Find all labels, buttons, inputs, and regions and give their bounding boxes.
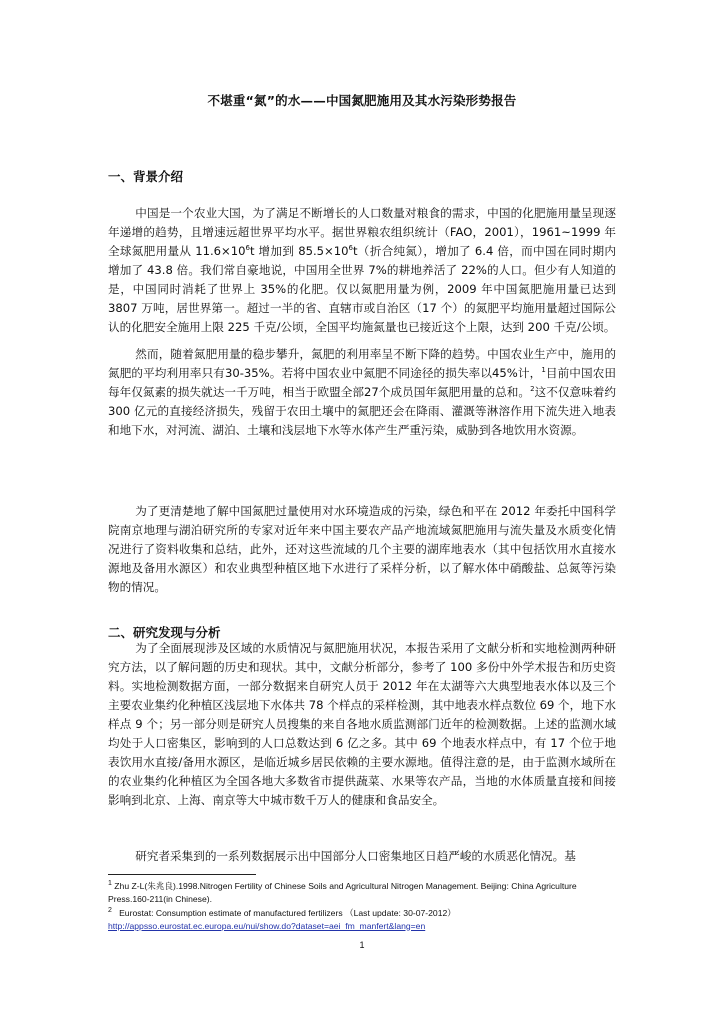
page-title: 不堪重“氮”的水——中国氮肥施用及其水污染形势报告 xyxy=(207,93,517,108)
paragraph-findings-2: 研究者采集到的一系列数据展示出中国部分人口密集地区日趋严峻的水质恶化情况。基 xyxy=(135,849,576,863)
paragraph-text: 中国是一个农业大国，为了满足不断增长的人口数量对粮食的需求，中国的化肥施用量呈现逐年递增的趋势，且增速远超世界平均水平。据世界粮农组织统计（FAO，2001），1961~1999 年全球氮肥用量从 11.6×10 xyxy=(108,206,616,258)
footnote-text: Zhu Z-L(朱兆良).1998.Nitrogen Fertility of Chinese Soils and Agricultural Nitrogen Management. Beijing: China Agriculture Press.160-211(in Chinese). xyxy=(108,881,577,904)
footnote-ref-1[interactable]: 1 xyxy=(541,366,546,375)
paragraph-background-3: 为了更清楚地了解中国氮肥过量使用对水环境造成的污染，绿色和平在 2012 年委托中国科学院南京地理与湖泊研究所的专家对近年来中国主要农产品产地流域氮肥施用与流失量及水质变化情况进行了资料收集和总结，此外，还对这些流域的几个主要的湖库地表水（其中包括饮用水直接水源地及备用水源区）和农业典型种植区地下水进行了采样分析，以了解水体中硝酸盐、总氮等污染物的情况。 xyxy=(108,504,616,594)
paragraph-text: 这不仅意味着约 300 亿元的直接经济损失，残留于农田土壤中的氮肥还会在降雨、灌溉等淋溶作用下流失进入地表和地下水，对河流、湖泊、土壤和浅层地下水等水体产生严重污染，威胁到各地饮用水资源。 xyxy=(108,385,616,437)
footnote-2 xyxy=(108,907,618,920)
paragraph-background-2 xyxy=(108,345,616,440)
paragraph-text: 目前中国农田每年仅氮素的损失就达一千万吨，相当于欧盟全部27个成员国年氮肥用量的总和。 xyxy=(108,366,616,399)
page-number: 1 xyxy=(359,940,365,950)
footnote-mark: 2 xyxy=(108,907,112,915)
footnote-text: Eurostat: Consumption estimate of manufactured fertilizers （Last update: 30-07-2012） xyxy=(119,908,456,918)
footnote-link[interactable]: http://appsso.eurostat.ec.europa.eu/nui/show.do?dataset=aei_fm_manfert&lang=en xyxy=(108,920,426,931)
footnote-ref-2[interactable]: 2 xyxy=(530,385,535,394)
paragraph-text: t（折合纯氮），增加了 6.4 倍，而中国在同时期内增加了 43.8 倍。我们常自豪地说，中国用全世界 7%的耕地养活了 22%的人口。但少有人知道的是，中国同时消耗了世界上 35%的化肥。仅以氮肥用量为例，2009 年中国氮肥施用量已达到 3807 万吨，居世界第一。超过一半的省、直辖市或自治区（17 个）的氮肥平均施用量超过国际公认的化肥安全施用上限 225 千克/公顷，全国平均施氮量也已接近这个上限，达到 200 千克/公顷。 xyxy=(108,244,616,334)
paragraph-findings-1: 为了全面展现涉及区域的水质情况与氮肥施用状况，本报告采用了文献分析和实地检测两种研究方法，以了解问题的历史和现状。其中，文献分析部分，参考了 100 多份中外学术报告和历史资料。实地检测数据方面，一部分数据来自研究人员于 2012 年在太湖等六大典型地表水体以及三个主要农业集约化种植区浅层地下水体共 78 个样点的采样检测，其中地表水样点数位 69 个，地下水样点 9 个；另一部分则是研究人员搜集的来自各地水质监测部门近年的检测数据。上述的监测水域均处于人口密集区，影响到的人口总数达到 6 亿之多。其中 69 个地表水样点中，有 17 个位于地表饮用水直接/备用水源区，是临近城乡居民依赖的主要水源地。值得注意的是，由于监测水域所在的农业集约化种植区为全国各地大多数省市提供蔬菜、水果等农产品，当地的水体质量直接和间接影响到北京、上海、南京等大中城市数千万人的健康和食品安全。 xyxy=(108,641,616,807)
paragraph-background-1 xyxy=(108,204,616,337)
superscript: 6 xyxy=(245,244,250,253)
footnote-mark: 1 xyxy=(108,880,112,888)
footnote-1 xyxy=(108,880,618,905)
paragraph-text: t 增加到 85.5×10 xyxy=(250,244,349,258)
paragraph-text: 然而，随着氮肥用量的稳步攀升，氮肥的利用率呈不断下降的趋势。中国农业生产中，施用的氮肥的平均利用率只有30-35%。若将中国农业中氮肥不同途径的损失率以45%计， xyxy=(108,347,616,380)
section-heading-findings: 二、研究发现与分析 xyxy=(108,625,221,640)
footnotes xyxy=(108,880,618,932)
superscript: 6 xyxy=(348,244,353,253)
footnote-divider xyxy=(108,874,256,875)
section-heading-background: 一、背景介绍 xyxy=(108,169,184,184)
